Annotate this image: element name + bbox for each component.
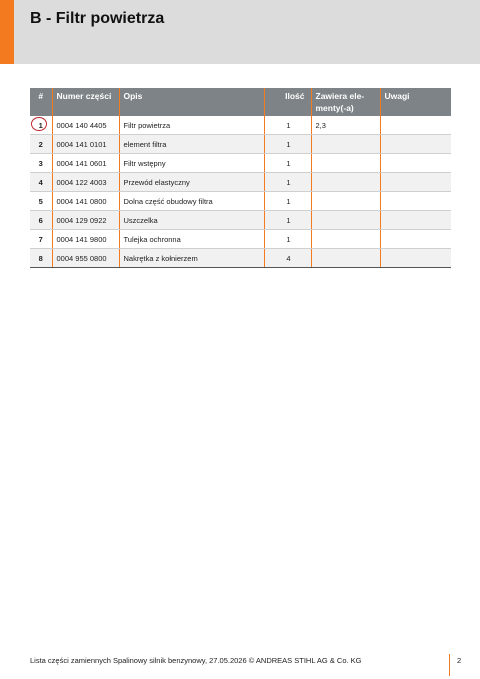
table-row <box>30 192 451 211</box>
row-position <box>30 249 52 268</box>
col-header-notes: Uwagi <box>380 88 451 116</box>
row-position-text: 1 <box>38 120 43 130</box>
row-description <box>119 192 264 211</box>
row-position-text: 5 <box>38 196 43 206</box>
row-contains-text: 2,3 <box>315 120 326 130</box>
row-position <box>30 173 52 192</box>
row-quantity <box>264 249 311 268</box>
row-part-number-text: 0004 141 9800 <box>56 234 107 244</box>
row-description <box>119 211 264 230</box>
row-position <box>30 154 52 173</box>
row-notes <box>380 192 451 211</box>
row-description <box>119 249 264 268</box>
row-contains <box>311 173 380 192</box>
row-contains <box>311 211 380 230</box>
row-contains <box>311 249 380 268</box>
row-contains <box>311 135 380 154</box>
row-position <box>30 116 52 135</box>
row-position-text: 6 <box>38 215 43 225</box>
row-quantity-text: 1 <box>286 177 291 187</box>
row-position-text: 2 <box>38 139 43 149</box>
table-header-row <box>30 88 451 116</box>
row-position <box>30 230 52 249</box>
row-description-text: Filtr wstępny <box>123 158 166 168</box>
header-accent-bar <box>0 0 14 64</box>
parts-table <box>30 88 451 268</box>
page-number: 2 <box>457 656 462 665</box>
footer-divider <box>449 654 450 676</box>
row-description <box>119 154 264 173</box>
row-position-text: 3 <box>38 158 43 168</box>
row-position <box>30 192 52 211</box>
row-notes <box>380 230 451 249</box>
row-position-text: 4 <box>38 177 43 187</box>
row-notes <box>380 116 451 135</box>
col-header-position: # <box>30 88 52 116</box>
row-notes <box>380 173 451 192</box>
row-contains <box>311 154 380 173</box>
row-description-text: element filtra <box>123 139 167 149</box>
row-quantity-text: 1 <box>286 196 291 206</box>
row-part-number-text: 0004 140 4405 <box>56 120 107 130</box>
col-header-quantity: Ilość <box>264 88 311 116</box>
row-contains <box>311 230 380 249</box>
page-title: B - Filtr powietrza <box>30 10 165 27</box>
row-part-number-text: 0004 141 0800 <box>56 196 107 206</box>
row-notes <box>380 211 451 230</box>
table-row <box>30 173 451 192</box>
row-notes <box>380 135 451 154</box>
row-part-number <box>52 116 119 135</box>
table-row <box>30 249 451 268</box>
row-position <box>30 135 52 154</box>
row-notes <box>380 249 451 268</box>
row-part-number <box>52 154 119 173</box>
row-part-number <box>52 249 119 268</box>
row-description <box>119 173 264 192</box>
row-description <box>119 116 264 135</box>
highlight-circle-mark <box>31 117 47 131</box>
row-quantity <box>264 211 311 230</box>
table-row <box>30 116 451 135</box>
row-description <box>119 230 264 249</box>
row-quantity-text: 1 <box>286 139 291 149</box>
row-position-text: 7 <box>38 234 43 244</box>
row-contains <box>311 192 380 211</box>
row-notes <box>380 154 451 173</box>
row-part-number <box>52 173 119 192</box>
row-part-number-text: 0004 141 0101 <box>56 139 107 149</box>
footer-text: Lista części zamiennych Spalinowy silnik benzynowy, 27.05.2026 © ANDREAS STIHL AG & Co. KG <box>30 656 362 665</box>
row-description-text: Filtr powietrza <box>123 120 171 130</box>
row-part-number-text: 0004 141 0601 <box>56 158 107 168</box>
row-quantity-text: 1 <box>286 120 291 130</box>
row-description-text: Dolna część obudowy filtra <box>123 196 213 206</box>
row-description-text: Uszczelka <box>123 215 158 225</box>
row-quantity <box>264 173 311 192</box>
table-row <box>30 135 451 154</box>
row-part-number <box>52 211 119 230</box>
row-position <box>30 211 52 230</box>
row-part-number-text: 0004 122 4003 <box>56 177 107 187</box>
row-quantity-text: 1 <box>286 215 291 225</box>
row-quantity <box>264 154 311 173</box>
col-header-contains: Zawiera ele- menty(-a) <box>311 88 380 116</box>
row-part-number-text: 0004 129 0922 <box>56 215 107 225</box>
table-row <box>30 211 451 230</box>
row-description <box>119 135 264 154</box>
row-quantity <box>264 135 311 154</box>
row-part-number <box>52 192 119 211</box>
row-quantity-text: 4 <box>286 253 291 263</box>
row-part-number <box>52 230 119 249</box>
row-position-text: 8 <box>38 253 43 263</box>
page-header <box>0 0 480 64</box>
col-header-part-number: Numer części <box>52 88 119 116</box>
row-quantity <box>264 192 311 211</box>
row-contains <box>311 116 380 135</box>
col-header-description: Opis <box>119 88 264 116</box>
row-quantity-text: 1 <box>286 234 291 244</box>
row-description-text: Przewód elastyczny <box>123 177 190 187</box>
row-quantity <box>264 230 311 249</box>
row-quantity-text: 1 <box>286 158 291 168</box>
row-part-number-text: 0004 955 0800 <box>56 253 107 263</box>
row-quantity <box>264 116 311 135</box>
row-description-text: Tulejka ochronna <box>123 234 181 244</box>
row-description-text: Nakrętka z kołnierzem <box>123 253 198 263</box>
row-part-number <box>52 135 119 154</box>
table-row <box>30 230 451 249</box>
table-row <box>30 154 451 173</box>
